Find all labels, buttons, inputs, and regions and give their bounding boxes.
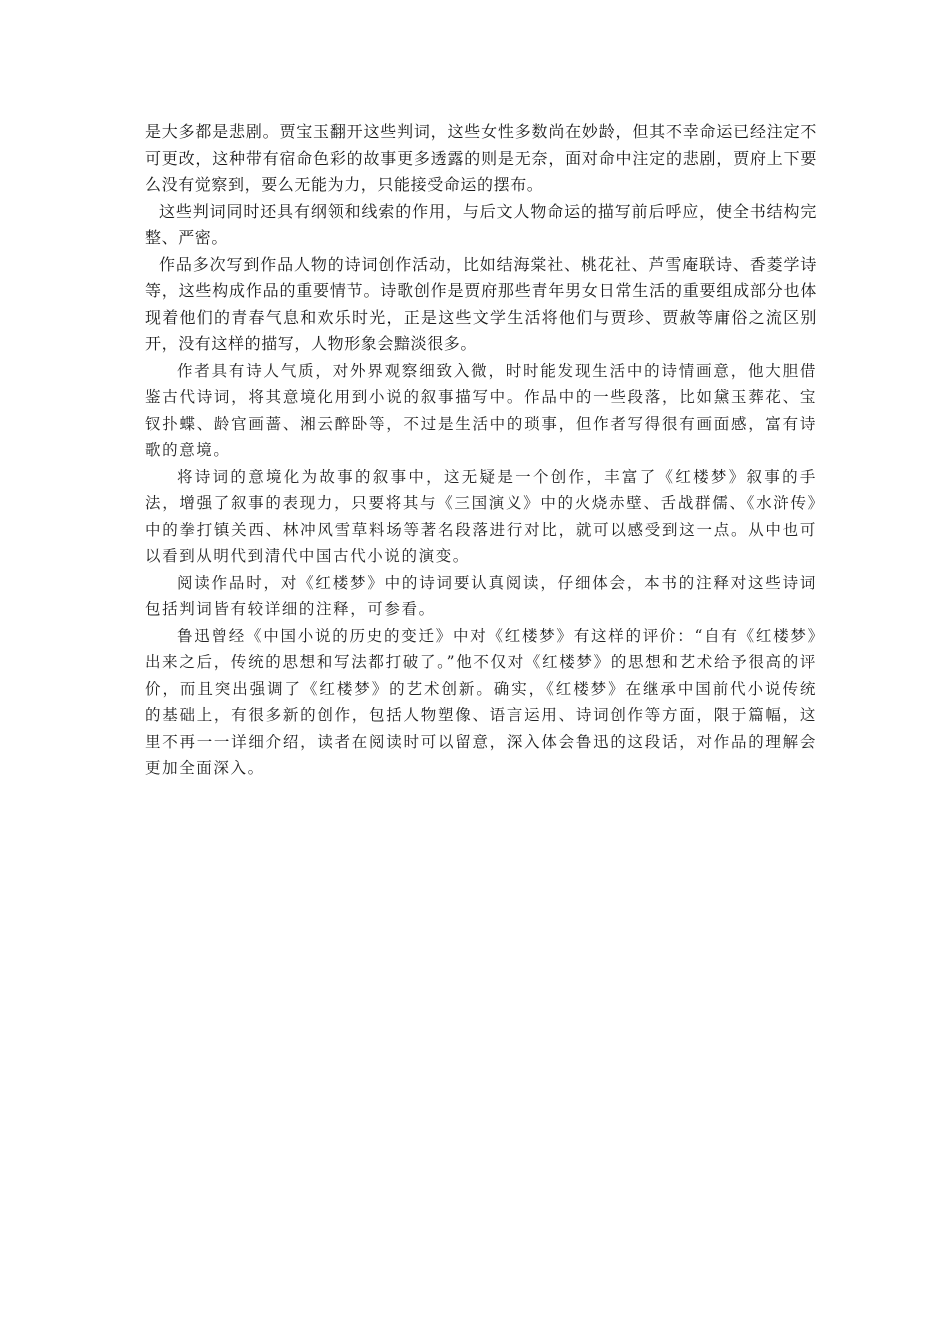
document-body [145, 119, 817, 782]
paragraph-poetry-activities: 作品多次写到作品人物的诗词创作活动，比如结海棠社、桃花社、芦雪庵联诗、香菱学诗等，这些构成作品的重要情节。诗歌创作是贾府那些青年男女日常生活的重要组成部分也体现着他们的青春气息和欢乐时光，正是这些文学生活将他们与贾珍、贾赦等庸俗之流区别开，没有这样的描写，人物形象会黯淡很多。 [145, 254, 817, 353]
paragraph-narrative-comparison: 将诗词的意境化为故事的叙事中，这无疑是一个创作，丰富了《红楼梦》叙事的手法，增强了叙事的表现力，只要将其与《三国演义》中的火烧赤壁、舌战群儒、《水浒传》中的拳打镇关西、林冲风雪草料场等著名段落进行对比，就可以感受到这一点。从中也可以看到从明代到清代中国古代小说的演变。 [145, 467, 817, 565]
paragraph-verdict-structure: 这些判词同时还具有纲领和线索的作用，与后文人物命运的描写前后呼应，使全书结构完整、严密。 [145, 201, 817, 247]
paragraph-reading-advice: 阅读作品时，对《红楼梦》中的诗词要认真阅读，仔细体会，本书的注释对这些诗词包括判词皆有较详细的注释，可参看。 [145, 573, 817, 618]
paragraph-poetic-imagery: 作者具有诗人气质，对外界观察细致入微，时时能发现生活中的诗情画意，他大胆借鉴古代诗词，将其意境化用到小说的叙事描写中。作品中的一些段落，比如黛玉葬花、宝钗扑蝶、龄官画蔷、湘云醉卧等，不过是生活中的琐事，但作者写得很有画面感，富有诗歌的意境。 [145, 361, 817, 459]
paragraph-lu-xun-evaluation: 鲁迅曾经《中国小说的历史的变迁》中对《红楼梦》有这样的评价：“自有《红楼梦》出来之后，传统的思想和写法都打破了。”他不仅对《红楼梦》的思想和艺术给予很高的评价，而且突出强调了《红楼梦》的艺术创新。确实，《红楼梦》在继承中国前代小说传统的基础上，有很多新的创作，包括人物塑像、语言运用、诗词创作等方面，限于篇幅，这里不再一一详细介绍，读者在阅读时可以留意，深入体会鲁迅的这段话，对作品的理解会更加全面深入。 [145, 626, 817, 777]
paragraph-tragedy-fate: 是大多都是悲剧。贾宝玉翻开这些判词，这些女性多数尚在妙龄，但其不幸命运已经注定不可更改，这种带有宿命色彩的故事更多透露的则是无奈，面对命中注定的悲剧，贾府上下要么没有觉察到，要么无能为力，只能接受命运的摆布。 [145, 122, 817, 194]
